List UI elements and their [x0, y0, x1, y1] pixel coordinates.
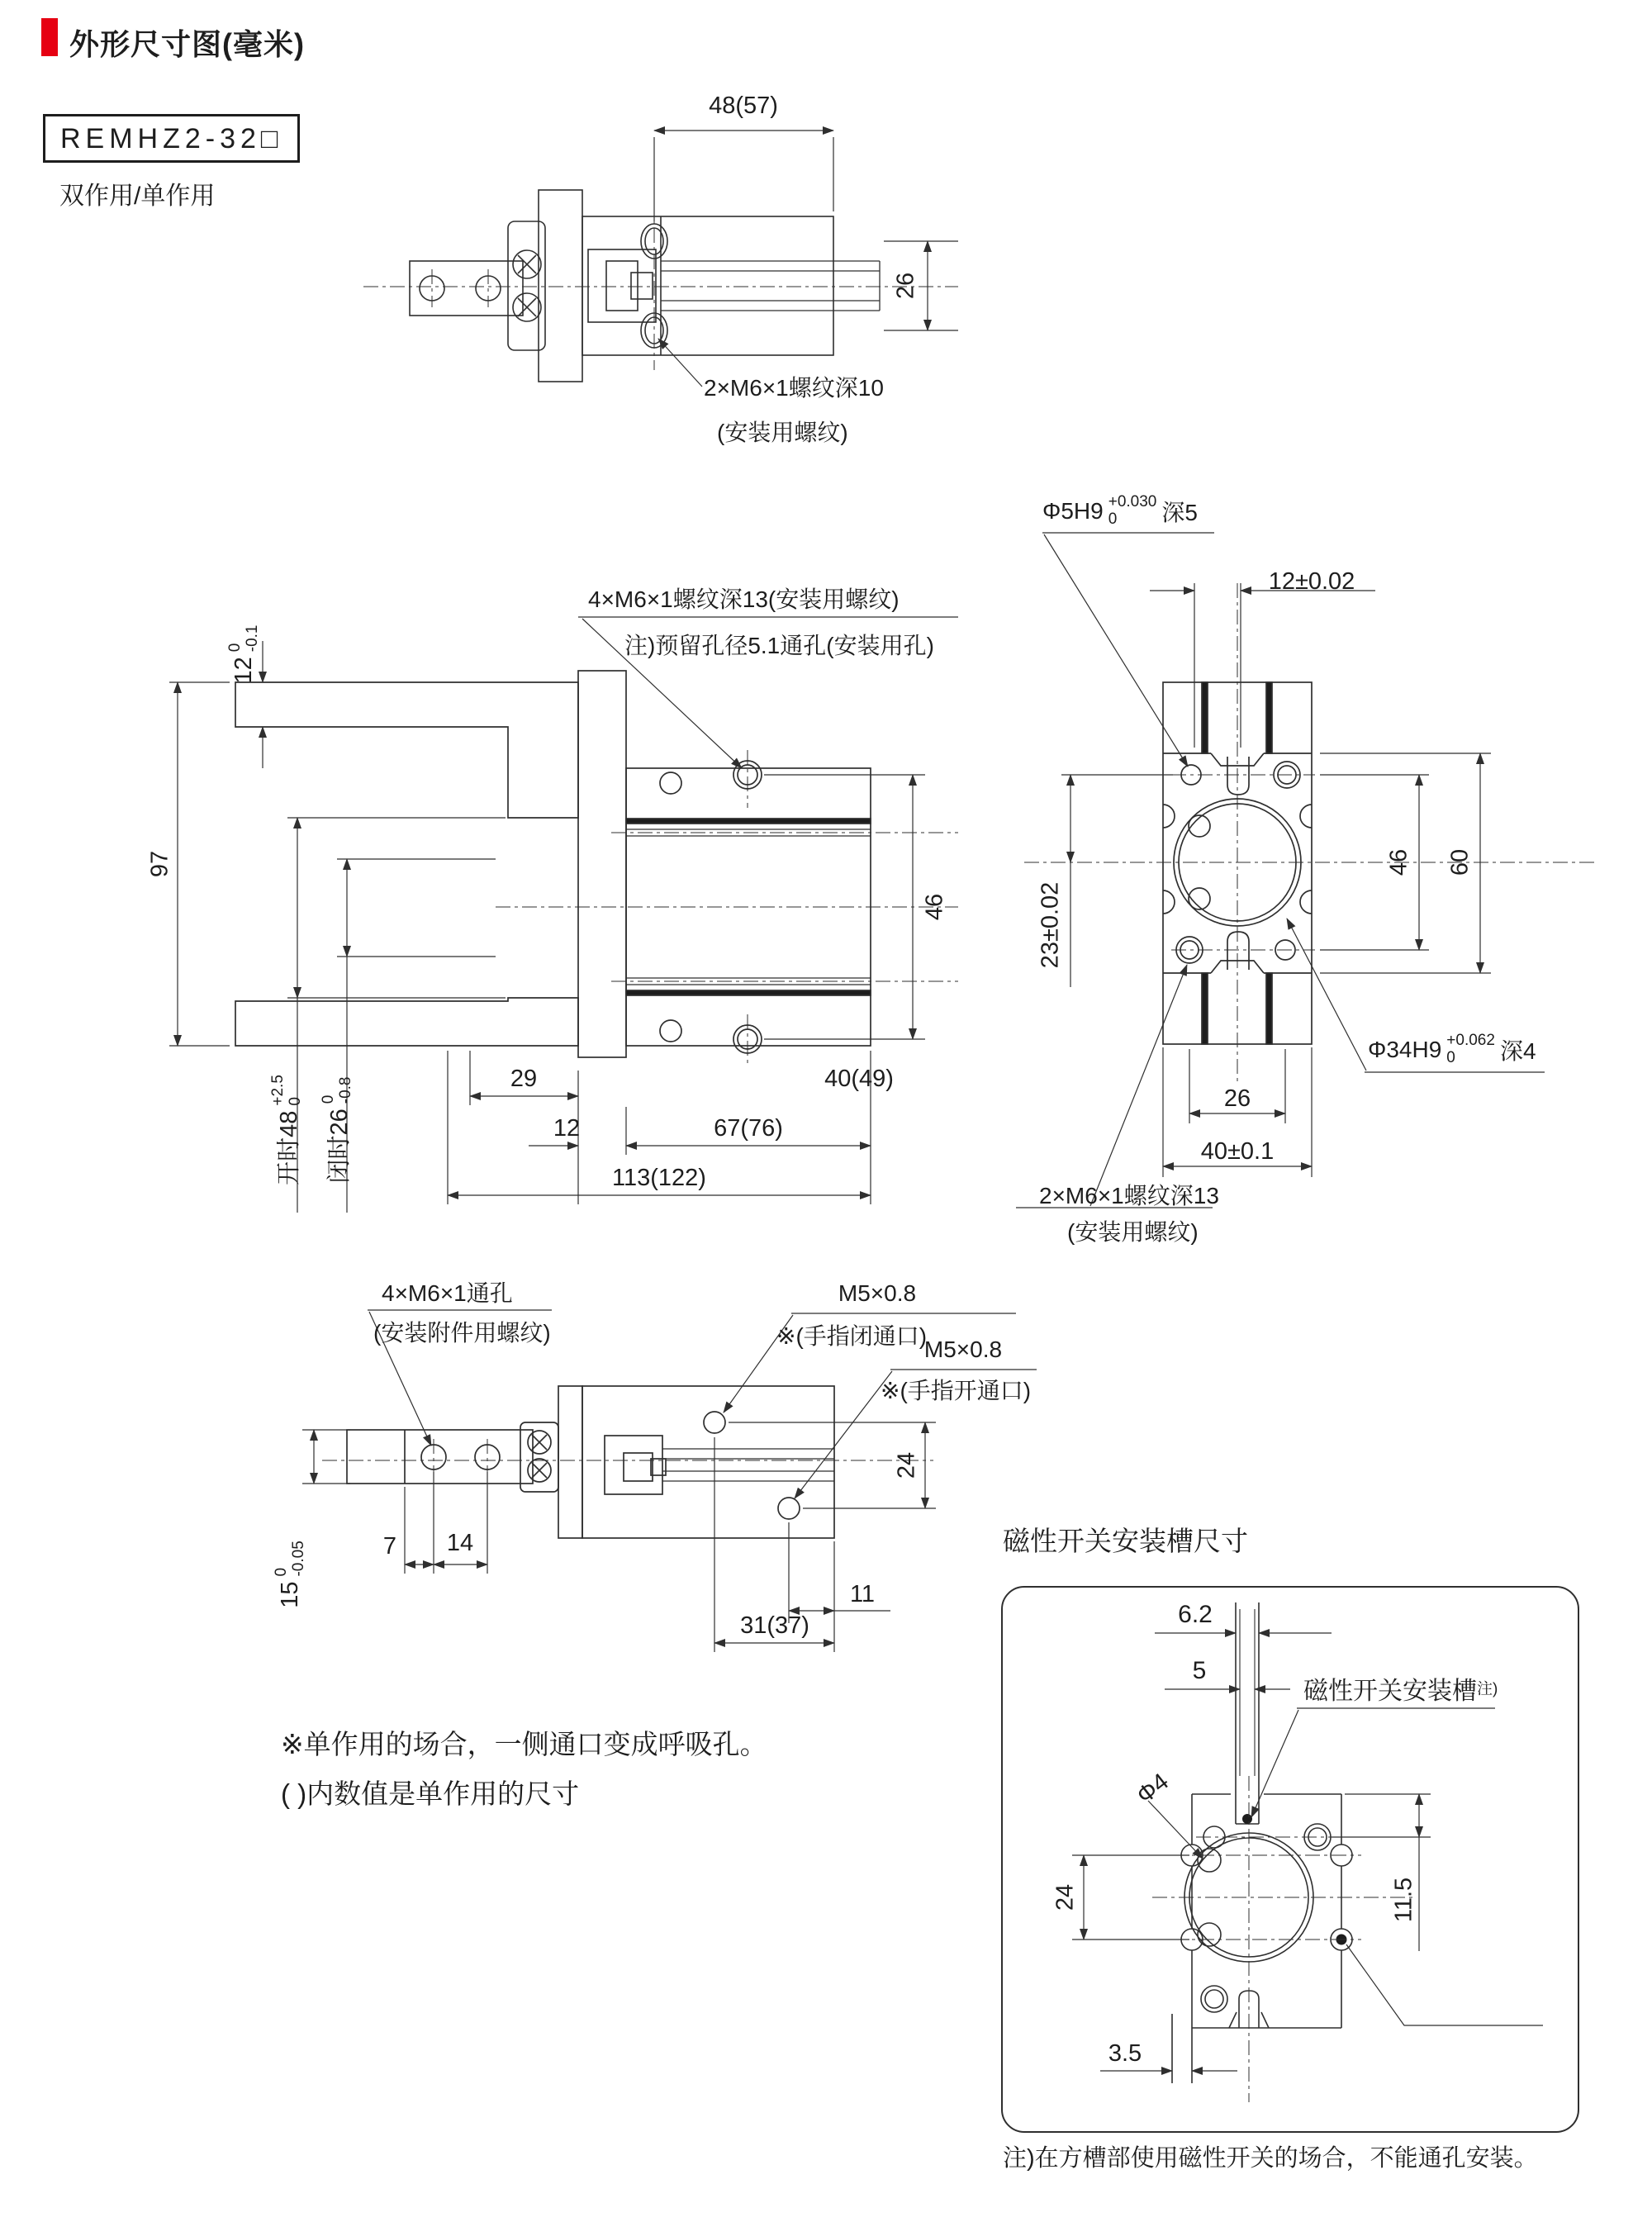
- dim-46-side: 46: [1385, 848, 1412, 876]
- top-view-linework: [363, 131, 958, 387]
- dim-14: 14: [446, 1530, 474, 1556]
- dim-46-front: 46: [921, 893, 948, 921]
- dim-23: 23±0.02: [1037, 881, 1064, 969]
- dim-26-side: 26: [1223, 1085, 1251, 1112]
- dim-12: 12: [553, 1115, 581, 1142]
- side-thread-sub: (安装用螺纹): [1067, 1219, 1199, 1245]
- dim-48-57: 48(57): [709, 93, 778, 119]
- dim-15: 15 0 -0.05: [273, 1541, 307, 1608]
- switch-box-frame: [1001, 1586, 1579, 2133]
- dim-40-49: 40(49): [824, 1066, 894, 1092]
- dim-12-pitch: 12±0.02: [1268, 568, 1355, 595]
- dim-open-48: 开时48 +2.5 0: [269, 1075, 304, 1185]
- port-close-label: M5×0.8: [838, 1280, 917, 1306]
- dim-67-76: 67(76): [714, 1115, 783, 1142]
- dim-29: 29: [510, 1066, 538, 1092]
- section-accent-bar: [41, 18, 58, 56]
- dim-113-122: 113(122): [612, 1165, 706, 1191]
- switch-box-title: 磁性开关安装槽尺寸: [1003, 1526, 1248, 1556]
- front-hole-note: 注)预留孔径5.1通孔(安装用孔): [624, 633, 934, 658]
- bore-label: Φ34H9 +0.062 0 深4: [1368, 1032, 1536, 1066]
- dim-closed-26: 闭时26 0 -0.8: [320, 1076, 354, 1184]
- top-thread-label: 2×M6×1螺纹深10: [704, 375, 884, 401]
- note-parentheses: ( )内数值是单作用的尺寸: [281, 1778, 580, 1809]
- dim-97: 97: [146, 850, 173, 878]
- top-thread-sub: (安装用螺纹): [717, 420, 848, 445]
- bottom-thread-label: 4×M6×1通孔: [382, 1280, 513, 1306]
- dim-11-5: 11.5: [1390, 1877, 1417, 1923]
- port-open-sub: ※(手指开通口): [881, 1378, 1032, 1403]
- groove-label: 磁性开关安装槽$^{注)}$: [1303, 1678, 1498, 1705]
- port-open-label: M5×0.8: [923, 1337, 1003, 1362]
- dim-31-37: 31(37): [740, 1612, 809, 1639]
- dim-60: 60: [1446, 848, 1474, 876]
- dim-11: 11: [849, 1581, 876, 1607]
- dim-3-5: 3.5: [1108, 2040, 1142, 2067]
- dim-12-plate: 12 0 -0.1: [226, 624, 261, 684]
- model-number: REMHZ2-32□: [43, 114, 300, 163]
- side-thread-label: 2×M6×1螺纹深13: [1039, 1183, 1219, 1208]
- dim-5: 5: [1192, 1657, 1207, 1684]
- model-subtitle: 双作用/单作用: [59, 183, 216, 210]
- side-view-linework: [1016, 533, 1594, 1208]
- front-thread-label: 4×M6×1螺纹深13(安装用螺纹): [588, 586, 900, 612]
- dim-40-tol: 40±0.1: [1200, 1138, 1275, 1165]
- dim-phi4: Φ4: [1132, 1768, 1175, 1810]
- note-single-acting: ※单作用的场合，一侧通口变成呼吸孔。: [281, 1729, 767, 1759]
- switch-box-note: 注)在方槽部使用磁性开关的场合，不能通孔安装。: [1003, 2145, 1538, 2172]
- pin-hole-label: Φ5H9 +0.030 0 深5: [1042, 493, 1198, 528]
- dim-6-2: 6.2: [1178, 1601, 1213, 1628]
- dim-7: 7: [382, 1533, 397, 1560]
- dim-24-ports: 24: [893, 1451, 920, 1479]
- dim-24-groove: 24: [1051, 1883, 1079, 1911]
- dim-26: 26: [892, 272, 919, 300]
- bottom-thread-sub: (安装附件用螺纹): [373, 1320, 551, 1346]
- port-close-sub: ※(手指闭通口): [776, 1323, 928, 1349]
- page-title: 外形尺寸图(毫米): [69, 27, 305, 61]
